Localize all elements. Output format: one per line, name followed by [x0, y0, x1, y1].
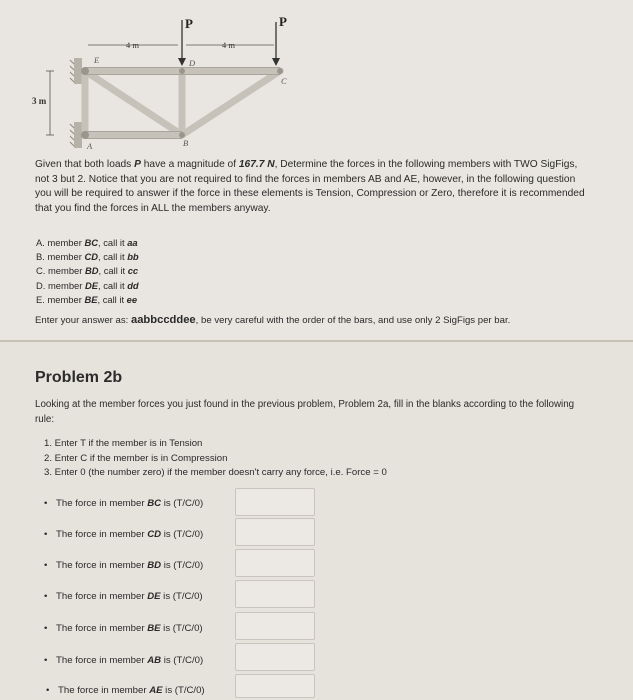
part-text: D. member — [36, 279, 85, 291]
bullet-dot: • — [44, 655, 48, 666]
pin-a — [81, 131, 89, 139]
part-text: , call it — [98, 279, 128, 291]
question-member: BD — [147, 560, 162, 571]
pin-d — [179, 68, 185, 74]
question-member: DE — [147, 591, 161, 602]
part-text: , call it — [97, 293, 127, 305]
bullet-dot: • — [44, 591, 48, 602]
problem-2b-title: Problem 2b — [35, 369, 123, 386]
node-label-c: C — [281, 76, 287, 86]
node-label-e: E — [94, 55, 100, 65]
question-text: The force in member — [56, 655, 148, 666]
wall-hatch — [70, 60, 74, 146]
instruction-text: , be very careful with the order of the bars, and use only 2 SigFigs per bar. — [195, 315, 511, 326]
pin-c — [277, 68, 283, 74]
part-member: BC — [84, 237, 98, 248]
dim-label-height: 3 m — [32, 96, 47, 106]
truss-diagram — [30, 8, 330, 153]
answer-input-ab[interactable] — [235, 643, 315, 671]
question-ae — [46, 684, 205, 698]
problem-2b-intro: Looking at the member forces you just found in the previous problem, Problem 2a, fill in the blanks according to the following rule: — [35, 399, 575, 425]
question-bd — [44, 559, 203, 573]
problem-text-part: , Determine the forces in the following members with TWO SigFigs, not 3 but 2. Notice that you are not required to find the forces in members AB and AE, however, in the following question you will be required to answer if the force in these elements is Tension, Compression or Zero, therefore it is recommended that you find the forces in ALL the members anyway. — [35, 159, 585, 214]
part-text: E. member — [36, 293, 85, 305]
question-member: CD — [147, 529, 162, 540]
part-member: DE — [84, 279, 98, 291]
rules-list — [44, 437, 464, 481]
truss-members — [85, 71, 280, 135]
node-label-a: A — [87, 141, 93, 151]
part-text: , call it — [98, 237, 128, 248]
question-text: is (T/C/0) — [161, 529, 204, 540]
question-member: AE — [149, 685, 163, 696]
part-item — [36, 264, 336, 278]
node-label-b: B — [183, 138, 189, 148]
load-arrowhead-c — [272, 58, 280, 66]
part-text: C. member — [36, 265, 85, 277]
dim-label-left: 4 m — [126, 40, 139, 50]
question-member: BC — [147, 498, 162, 509]
answer-input-de[interactable] — [235, 580, 315, 608]
wall-support-bottom — [74, 122, 82, 148]
wall-support-top — [74, 58, 82, 84]
question-text: The force in member — [56, 498, 148, 509]
question-text: is (T/C/0) — [162, 685, 205, 696]
question-text: The force in member — [56, 529, 148, 540]
problem-text-part: have a magnitude of — [140, 159, 239, 170]
load-label-p-left: P — [185, 16, 193, 31]
question-text: is (T/C/0) — [160, 623, 203, 634]
bullet-dot: • — [44, 529, 48, 540]
problem-text-part: Given that both loads — [35, 159, 135, 170]
question-text: is (T/C/0) — [161, 655, 204, 666]
bullet-dot: • — [46, 685, 50, 696]
node-label-d: D — [189, 58, 196, 68]
question-text: The force in member — [58, 685, 150, 696]
rule-item: 2. Enter C if the member is in Compression — [44, 452, 228, 464]
pin-e — [81, 67, 89, 75]
part-text: , call it — [98, 265, 128, 277]
answer-input-cd[interactable] — [235, 518, 315, 546]
member-bc — [182, 71, 280, 135]
bullet-dot: • — [44, 623, 48, 634]
part-code: cc — [127, 265, 139, 277]
member-parts-list — [36, 236, 336, 307]
problem-statement — [35, 158, 590, 216]
part-member: CD — [84, 251, 98, 263]
answer-format: aabbccddee — [130, 314, 196, 326]
answer-input-be[interactable] — [235, 612, 315, 640]
question-de — [44, 590, 203, 604]
bullet-dot: • — [44, 498, 48, 509]
question-text: The force in member — [56, 560, 148, 571]
question-member: BE — [147, 623, 161, 634]
question-text: The force in member — [56, 623, 148, 634]
member-be — [85, 71, 182, 135]
problem-2a-card — [0, 0, 633, 340]
question-text: is (T/C/0) — [160, 591, 203, 602]
instruction-text: Enter your answer as: — [35, 315, 131, 326]
part-item — [36, 279, 336, 293]
load-label-p-right: P — [279, 14, 287, 29]
part-code: ee — [126, 293, 138, 305]
answer-input-ae[interactable] — [235, 674, 315, 698]
load-magnitude: 167.7 N — [238, 159, 275, 170]
rule-item: 1. Enter T if the member is in Tension — [44, 438, 203, 449]
question-cd — [44, 528, 203, 542]
question-text: The force in member — [56, 591, 148, 602]
part-text: A. member — [36, 237, 85, 248]
part-code: dd — [127, 279, 139, 291]
answer-input-bc[interactable] — [235, 488, 315, 516]
rule-item: 3. Enter 0 (the number zero) if the member doesn't carry any force, i.e. Force = 0 — [44, 467, 387, 478]
answer-format-instruction — [35, 313, 605, 328]
part-member: BE — [84, 293, 98, 305]
bullet-dot: • — [44, 560, 48, 571]
load-symbol: P — [134, 159, 141, 170]
question-text: is (T/C/0) — [161, 560, 204, 571]
part-text: , call it — [98, 251, 128, 263]
part-item — [36, 250, 336, 264]
load-arrowhead-d — [178, 58, 186, 66]
answer-input-bd[interactable] — [235, 549, 315, 577]
part-code: bb — [127, 251, 139, 263]
question-bc — [44, 497, 203, 511]
dim-label-right: 4 m — [222, 40, 235, 50]
question-member: AB — [147, 655, 162, 666]
question-be — [44, 622, 203, 636]
question-text: is (T/C/0) — [161, 498, 204, 509]
question-ab — [44, 654, 203, 668]
part-text: B. member — [36, 251, 85, 263]
problem-2b-card — [0, 342, 633, 700]
part-item — [36, 293, 336, 307]
part-item — [36, 236, 336, 250]
part-member: BD — [84, 265, 99, 277]
part-code: aa — [127, 237, 138, 248]
